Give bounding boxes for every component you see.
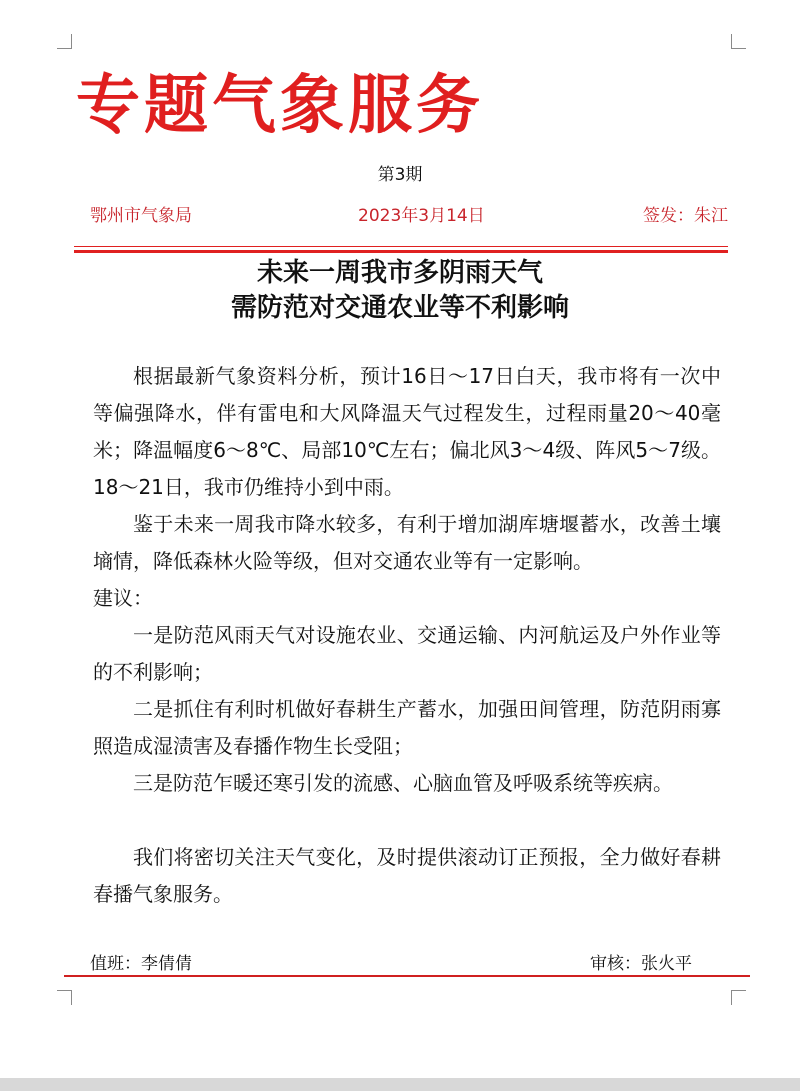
crop-mark-bottom-left: [57, 990, 72, 1005]
title-line-2: 需防范对交通农业等不利影响: [230, 293, 569, 323]
page-bottom-band: [0, 1078, 800, 1091]
crop-mark-top-right: [731, 34, 746, 49]
advice-item-2: 二是抓住有利时机做好春耕生产蓄水，加强田间管理，防范阴雨寡照造成湿渍害及春播作物生长受阻；: [93, 697, 721, 758]
signer: 签发：朱江: [643, 206, 728, 226]
issuer: 鄂州市气象局: [90, 206, 192, 226]
article-body: [93, 358, 721, 913]
title-line-1: 未来一周我市多阴雨天气: [256, 258, 543, 288]
advice-label: 建议：: [93, 586, 153, 610]
paragraph-gap: [93, 802, 721, 839]
on-duty: 值班：李倩倩: [90, 954, 192, 974]
header-rule-thin: [74, 246, 728, 247]
crop-mark-bottom-right: [731, 990, 746, 1005]
paragraph-impact: 鉴于未来一周我市降水较多，有利于增加湖库塘堰蓄水，改善土壤墒情，降低森林火险等级，但对交通农业等有一定影响。: [93, 512, 721, 573]
header-rule-thick: [74, 250, 728, 253]
paragraph-forecast: 根据最新气象资料分析，预计16日～17日白天，我市将有一次中等偏强降水，伴有雷电和大风降温天气过程发生，过程雨量20～40毫米；降温幅度6～8℃、局部10℃左右；偏北风3～4级、阵风5～7级。18～21日，我市仍维持小到中雨。: [93, 364, 721, 499]
issue-number: 第3期: [377, 165, 423, 185]
advice-item-1: 一是防范风雨天气对设施农业、交通运输、内河航运及户外作业等的不利影响；: [93, 623, 721, 684]
article-title: [0, 256, 800, 326]
crop-mark-top-left: [57, 34, 72, 49]
paragraph-closing: 我们将密切关注天气变化，及时提供滚动订正预报，全力做好春耕春播气象服务。: [93, 845, 721, 906]
advice-item-3: 三是防范乍暖还寒引发的流感、心脑血管及呼吸系统等疾病。: [133, 771, 673, 795]
masthead-title: 专题气象服务: [76, 69, 484, 143]
footer-rule: [64, 975, 750, 977]
issue-date: 2023年3月14日: [358, 206, 485, 226]
reviewer: 审核：张火平: [590, 954, 692, 974]
